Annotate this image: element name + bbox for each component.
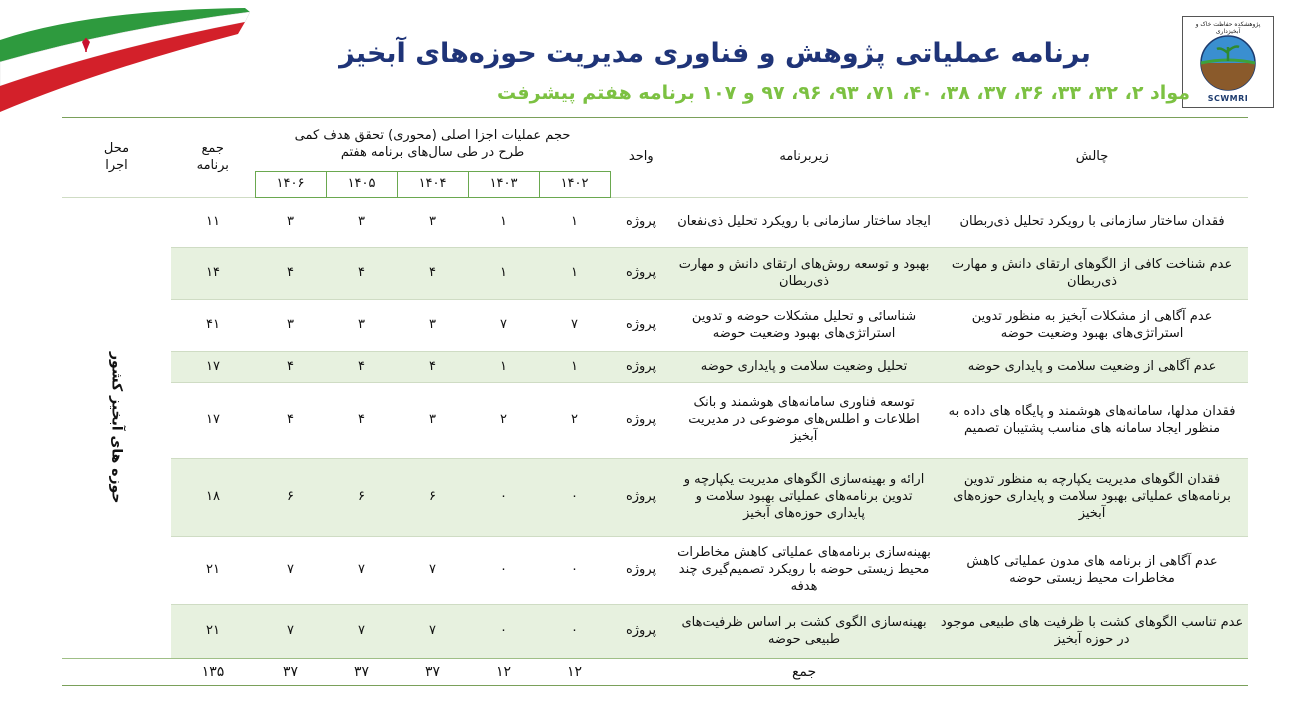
table-row [62, 300, 1248, 352]
cell-unit: پروژه [610, 300, 672, 352]
cell-y1403: ۰ [468, 605, 539, 659]
cell-challenge: عدم آگاهی از مشکلات آبخیز به منظور تدوین استراتژی‌های بهبود وضعیت حوضه [936, 300, 1248, 352]
header-year-1405: ۱۴۰۵ [326, 172, 397, 198]
header-volume-line2: طرح در طی سال‌های برنامه هفتم [340, 144, 525, 160]
cell-y1402: ۰ [539, 537, 610, 605]
cell-unit: پروژه [610, 605, 672, 659]
cell-y1402: ۱ [539, 198, 610, 248]
cell-y1403: ۰ [468, 537, 539, 605]
operations-table [62, 117, 1248, 686]
cell-y1406: ۴ [255, 248, 326, 300]
cell-subprogram: توسعه فناوری سامانه‌های هوشمند و بانک اطلاعات و اطلس‌های موضوعی در مدیریت آبخیز [672, 383, 936, 459]
location-label: حوزه های آبخیز کشور [108, 352, 125, 504]
table-row [62, 459, 1248, 537]
header-challenge: چالش [936, 118, 1248, 198]
total-y1406: ۳۷ [255, 659, 326, 686]
cell-y1405: ۴ [326, 352, 397, 383]
logo-globe-icon [1183, 27, 1273, 97]
table-row [62, 537, 1248, 605]
cell-y1403: ۷ [468, 300, 539, 352]
header-year-1406: ۱۴۰۶ [255, 172, 326, 198]
total-y1402: ۱۲ [539, 659, 610, 686]
header-year-1404: ۱۴۰۴ [397, 172, 468, 198]
cell-y1404: ۷ [397, 537, 468, 605]
cell-y1405: ۳ [326, 300, 397, 352]
cell-y1405: ۷ [326, 605, 397, 659]
cell-y1403: ۱ [468, 198, 539, 248]
cell-total: ۱۷ [171, 352, 255, 383]
cell-y1404: ۳ [397, 300, 468, 352]
header-volume [255, 118, 610, 172]
table-row [62, 383, 1248, 459]
page-title: برنامه عملیاتی پژوهش و فناوری مدیریت حوزه‌های آبخیز [339, 38, 1091, 69]
cell-subprogram: بهبود و توسعه روش‌های ارتقای دانش و مهارت ذی‌ربطان [672, 248, 936, 300]
cell-challenge: عدم آگاهی از برنامه های مدون عملیاتی کاهش مخاطرات محیط زیستی حوضه [936, 537, 1248, 605]
table-row [62, 605, 1248, 659]
cell-challenge: فقدان الگوهای مدیریت یکپارچه به منظور تدوین برنامه‌های عملیاتی بهبود سلامت و پایداری حوزه‌های آبخیز [936, 459, 1248, 537]
total-grand: ۱۳۵ [171, 659, 255, 686]
cell-total: ۱۴ [171, 248, 255, 300]
logo-top-text: پژوهشکده حفاظت خاک و آبخیزداری [1195, 21, 1261, 35]
iran-flag-ribbon [0, 0, 250, 120]
header-unit: واحد [610, 118, 672, 198]
cell-total: ۱۸ [171, 459, 255, 537]
cell-total: ۴۱ [171, 300, 255, 352]
header-year-1403: ۱۴۰۳ [468, 172, 539, 198]
cell-y1405: ۳ [326, 198, 397, 248]
cell-y1402: ۱ [539, 352, 610, 383]
cell-y1404: ۳ [397, 383, 468, 459]
cell-y1404: ۶ [397, 459, 468, 537]
cell-y1406: ۶ [255, 459, 326, 537]
totals-unit-spacer [610, 659, 672, 686]
table-row [62, 352, 1248, 383]
cell-subprogram: تحلیل وضعیت سلامت و پایداری حوضه [672, 352, 936, 383]
cell-challenge: عدم تناسب الگوهای کشت با ظرفیت های طبیعی موجود در حوزه آبخیز [936, 605, 1248, 659]
cell-y1406: ۴ [255, 383, 326, 459]
cell-y1403: ۱ [468, 352, 539, 383]
cell-y1406: ۳ [255, 198, 326, 248]
cell-y1402: ۷ [539, 300, 610, 352]
cell-y1406: ۳ [255, 300, 326, 352]
cell-y1405: ۶ [326, 459, 397, 537]
cell-y1403: ۱ [468, 248, 539, 300]
header-total: جمع برنامه [171, 118, 255, 198]
cell-y1406: ۷ [255, 605, 326, 659]
cell-y1402: ۰ [539, 459, 610, 537]
totals-spacer [936, 659, 1248, 686]
cell-challenge: عدم شناخت کافی از الگوهای ارتقای دانش و مهارت ذی‌ربطان [936, 248, 1248, 300]
logo-caption: SCWMRI [1207, 94, 1249, 103]
cell-subprogram: بهینه‌سازی برنامه‌های عملیاتی کاهش مخاطرات محیط زیستی حوضه با رویکرد تصمیم‌گیری چند هدفه [672, 537, 936, 605]
header-subprogram: زیربرنامه [672, 118, 936, 198]
cell-unit: پروژه [610, 198, 672, 248]
cell-unit: پروژه [610, 537, 672, 605]
cell-challenge: فقدان ساختار سازمانی با رویکرد تحلیل ذی‌ربطان [936, 198, 1248, 248]
cell-subprogram: ایجاد ساختار سازمانی با رویکرد تحلیل ذی‌نفعان [672, 198, 936, 248]
totals-row [62, 659, 1248, 686]
totals-location-spacer [62, 659, 171, 686]
cell-total: ۲۱ [171, 605, 255, 659]
cell-y1404: ۴ [397, 352, 468, 383]
cell-subprogram: شناسائی و تحلیل مشکلات حوضه و تدوین استراتژی‌های بهبود وضعیت حوضه [672, 300, 936, 352]
header-location: محل اجرا [62, 118, 171, 198]
cell-y1406: ۴ [255, 352, 326, 383]
cell-location [62, 198, 171, 659]
header-year-1402: ۱۴۰۲ [539, 172, 610, 198]
total-y1405: ۳۷ [326, 659, 397, 686]
cell-unit: پروژه [610, 352, 672, 383]
table-row [62, 198, 1248, 248]
cell-y1405: ۴ [326, 248, 397, 300]
cell-unit: پروژه [610, 383, 672, 459]
scwmri-logo [1182, 16, 1274, 108]
cell-y1402: ۰ [539, 605, 610, 659]
cell-y1404: ۳ [397, 198, 468, 248]
cell-total: ۱۱ [171, 198, 255, 248]
cell-y1405: ۴ [326, 383, 397, 459]
cell-unit: پروژه [610, 248, 672, 300]
page-subtitle: مواد ۲، ۳۲، ۳۳، ۳۶، ۳۷، ۳۸، ۴۰، ۷۱، ۹۳، ۹۶، ۹۷ و ۱۰۷ برنامه هفتم پیشرفت [497, 82, 1190, 104]
cell-subprogram: بهینه‌سازی الگوی کشت بر اساس ظرفیت‌های طبیعی حوضه [672, 605, 936, 659]
cell-subprogram: ارائه و بهینه‌سازی الگوهای مدیریت یکپارچه و تدوین برنامه‌های عملیاتی بهبود سلامت و پایداری حوزه‌های آبخیز [672, 459, 936, 537]
cell-y1402: ۱ [539, 248, 610, 300]
total-y1404: ۳۷ [397, 659, 468, 686]
cell-total: ۱۷ [171, 383, 255, 459]
cell-y1404: ۴ [397, 248, 468, 300]
cell-y1404: ۷ [397, 605, 468, 659]
cell-y1402: ۲ [539, 383, 610, 459]
total-y1403: ۱۲ [468, 659, 539, 686]
table-row [62, 248, 1248, 300]
cell-challenge: فقدان مدلها، سامانه‌های هوشمند و پایگاه های داده به منظور ایجاد سامانه های مناسب پشتیبان تصمیم [936, 383, 1248, 459]
cell-total: ۲۱ [171, 537, 255, 605]
cell-y1406: ۷ [255, 537, 326, 605]
header-volume-line1: حجم عملیات اجزا اصلی (محوری) تحقق هدف کمی [294, 127, 571, 143]
cell-challenge: عدم آگاهی از وضعیت سلامت و پایداری حوضه [936, 352, 1248, 383]
cell-y1405: ۷ [326, 537, 397, 605]
cell-y1403: ۰ [468, 459, 539, 537]
totals-label: جمع [672, 659, 936, 686]
cell-y1403: ۲ [468, 383, 539, 459]
cell-unit: پروژه [610, 459, 672, 537]
